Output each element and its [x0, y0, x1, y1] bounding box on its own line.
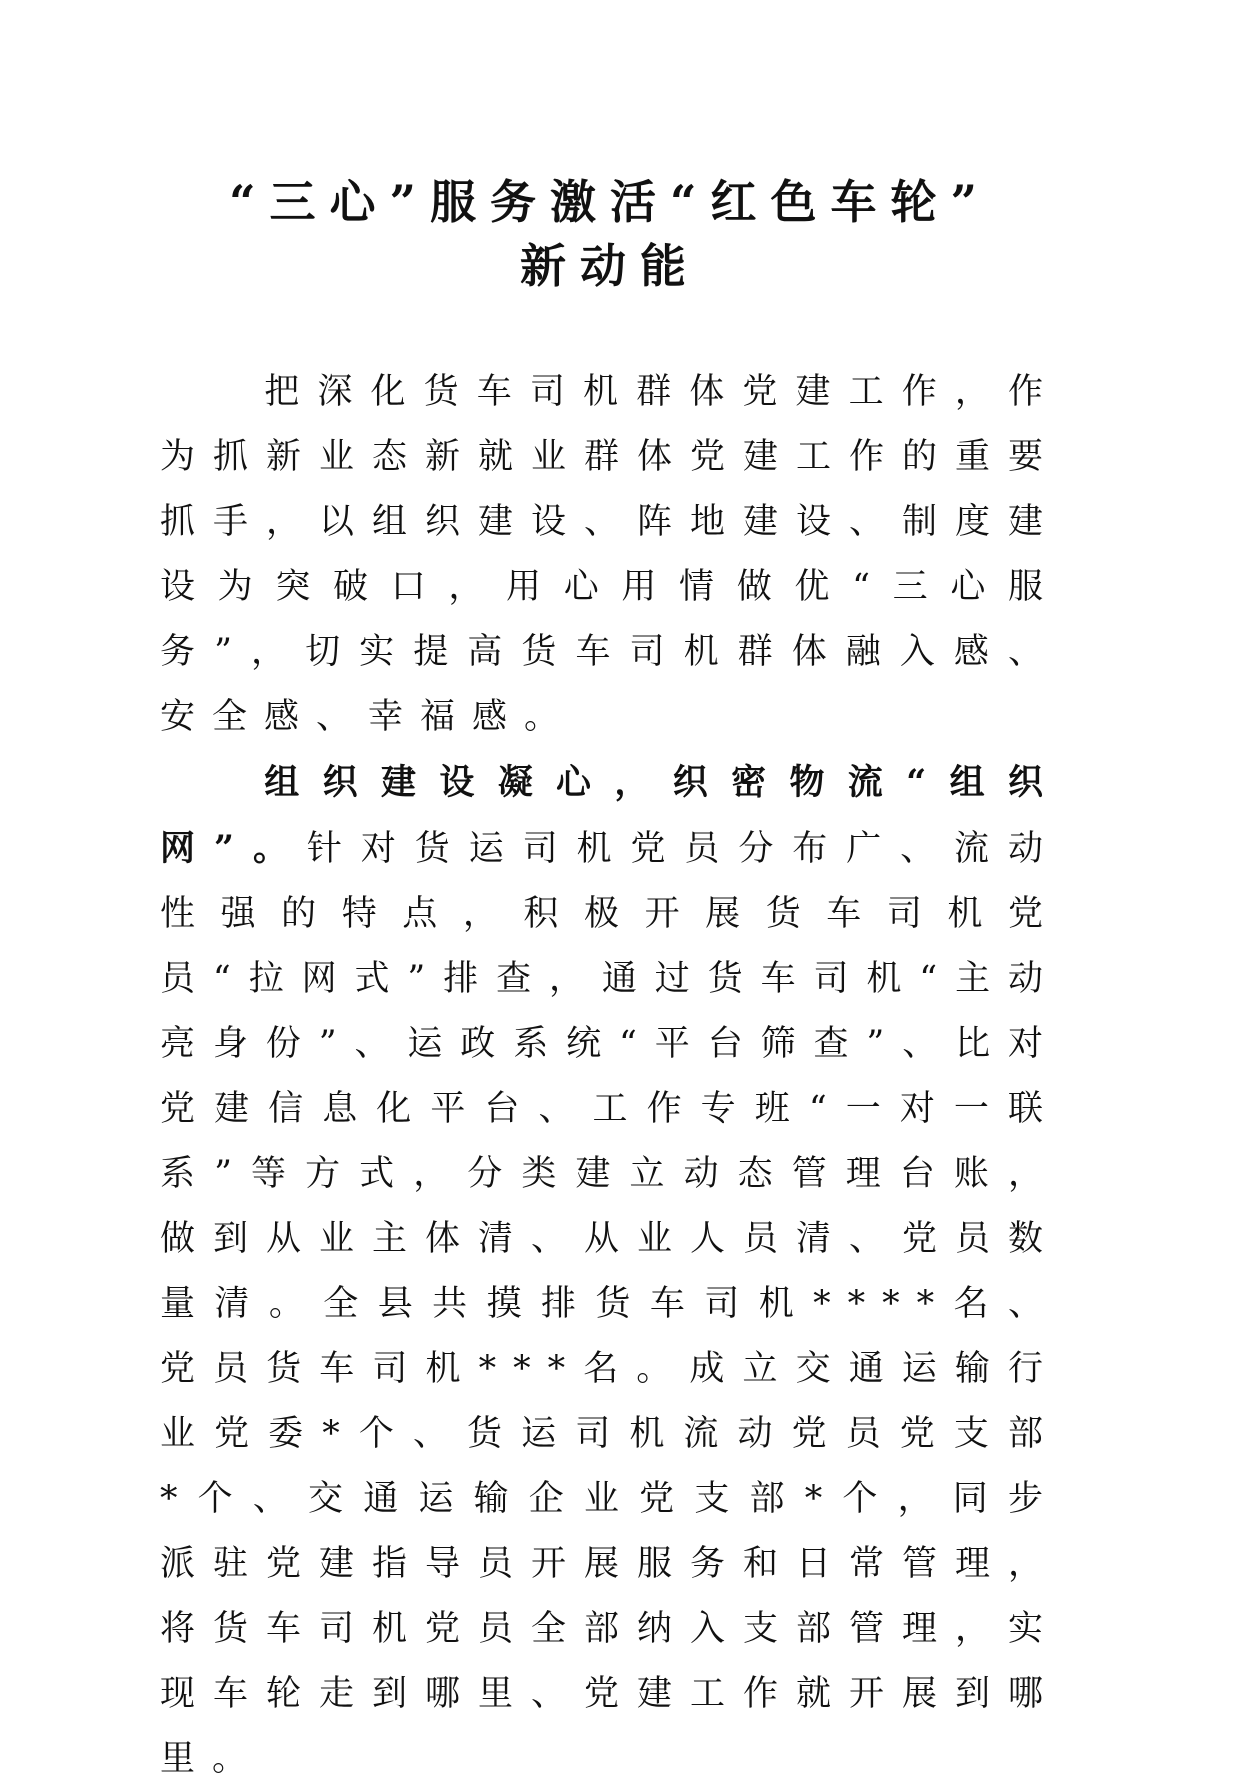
title-line-2: 新动能	[520, 239, 700, 293]
paragraph-lead: 组织建设凝心，织密物流“组织网”。	[160, 762, 1060, 869]
document-title	[160, 170, 1060, 298]
paragraph-text: 针对货运司机党员分布广、流动性强的特点，积极开展货车司机党员“拉网式”排查，通过货车司机“主动亮身份”、运政系统“平台筛查”、比对党建信息化平台、工作专班“一对一联系”等方式，分类建立动态管理台账，做到从业主体清、从业人员清、党员数量清。全县共摸排货车司机****名、党员货车司机***名。成立交通运输行业党委*个、货运司机流动党员党支部*个、交通运输企业党支部*个，同步派驻党建指导员开展服务和日常管理，将货车司机党员全部纳入支部管理，实现车轮走到哪里、党建工作就开展到哪里。	[160, 829, 1060, 1779]
paragraph-intro	[160, 360, 1060, 750]
paragraph-organization	[160, 750, 1060, 1792]
title-line-1: “三心”服务激活“红色车轮”	[229, 175, 991, 229]
document-body	[160, 360, 1060, 1792]
paragraph-text: 把深化货车司机群体党建工作，作为抓新业态新就业群体党建工作的重要抓手，以组织建设、阵地建设、制度建设为突破口，用心用情做优“三心服务”，切实提高货车司机群体融入感、安全感、幸福感。	[160, 372, 1060, 737]
